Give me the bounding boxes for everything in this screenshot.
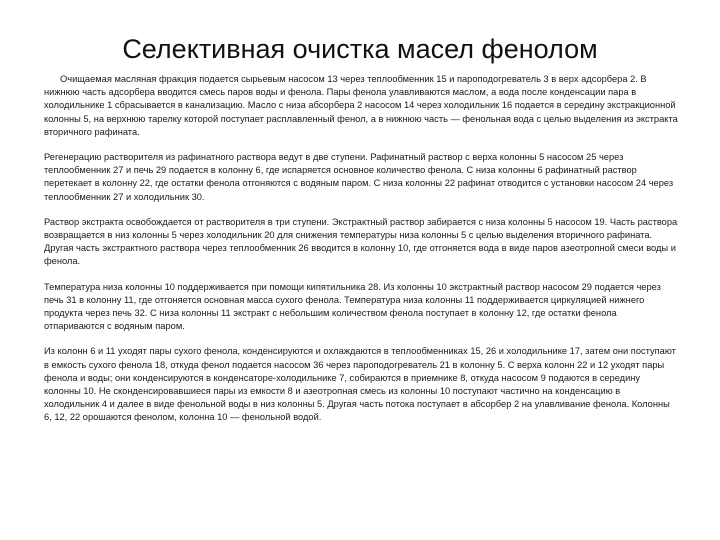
slide-title: Селективная очистка масел фенолом <box>122 34 598 64</box>
paragraph-extract-solution: Раствор экстракта освобождается от растворителя в три ступени. Экстрактный раствор забирается с низа колонны 5 насосом 19. Часть раствора возвращается в низ колонны 5 через холодильник 20 для снижения температуры низа колонны 5 с целью выделения вторичного рафината. Другая часть экстрактного раствора через теплообменник 26 вводится в колонну 10, где отгоняется вода в виде паров азеотропной смеси воды и фенола. <box>44 216 678 267</box>
paragraph-column-10-temperature: Температура низа колонны 10 поддерживается при помощи кипятильника 28. Из колонны 10 экстрактный раствор насосом 29 подается через печь 31 в колонну 11, где отгоняется основная масса сухого фенола. Температура низа колонны 11 поддерживается циркуляцией нижнего продукта через печь 32. С низа колонны 11 экстракт с небольшим количеством фенола поступает в колонну 12, где остатки фенола отпариваются с водяным паром. <box>44 281 661 332</box>
paragraph-raw-feed: Очищаемая масляная фракция подается сырьевым насосом 13 через теплообменник 15 и пароподогреватель 3 в верх адсорбера 2. В нижнюю часть адсорбера вводится смесь паров воды и фенола. Пары фенола улавливаются маслом, а вода после конденсации пара в холодильнике 1 сбрасывается в канализацию. Масло с низа абсорбера 2 насосом 14 через холодильник 16 подается в середину экстракционной колонны 5, на верхнюю тарелку которой поступает расплавленный фенол, а в нижнюю часть — фенольная вода с целью выделения из экстракта вторичного рафината. <box>44 74 678 137</box>
paragraph-raffinate-regeneration: Регенерацию растворителя из рафинатного раствора ведут в две ступени. Рафинатный раствор с верха колонны 5 насосом 25 через теплообменник 27 и печь 29 подается в колонну 6, где испаряется основное количество фенола. С низа колонны 6 рафинатный раствор перетекает в колонну 22, где остатки фенола отгоняются с водяным паром. С низа колонны 22 рафинат отводится с установки насосом 24 через теплообменник 27 и холодильник 30. <box>44 152 674 202</box>
paragraph-phenol-vapors: Из колонн 6 и 11 уходят пары сухого фенола, конденсируются и охлаждаются в теплообменниках 15, 26 и холодильнике 17, затем они поступают в емкость сухого фенола 18, откуда фенол подается насосом 36 через пароподогреватель 21 в колонну 5. С верха колонн 22 и 12 уходят пары фенола и воды; они конденсируются в конденсаторе-холодильнике 7, собираются в приемнике 8, откуда насосом 9 подаются в середину колонны 10. Не сконденсировавшиеся пары из емкости 8 и азеотропная смесь из колонны 10 поступают частично на конденсацию в холодильник 4 и далее в виде фенольной воды в низ колонны 5. Другая часть потока поступает в абсорбер 2 на улавливание фенола. Колонны 6, 12, 22 орошаются фенолом, колонна 10 — фенольной водой. <box>44 346 676 423</box>
slide-body <box>44 73 678 437</box>
